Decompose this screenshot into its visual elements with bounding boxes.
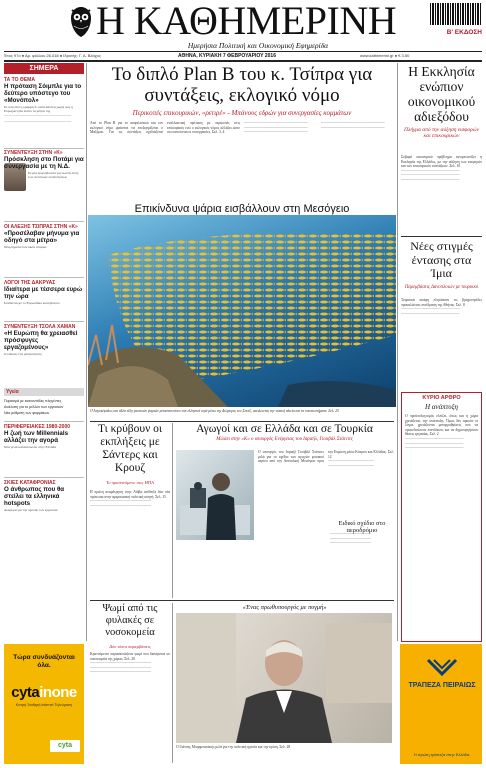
sidebar-section: ΠΕΡΙΦΕΡΕΙΑΚΕΣ 1980-2000: [4, 424, 71, 430]
mini-list-item[interactable]: Ανάλυση για το μέλλον των εργασιών: [4, 405, 64, 409]
piraeus-bank-ad[interactable]: [398, 644, 482, 764]
story-center-deck: Μιλάει στην «Κ» ο υπουργός Ενέργειας του Ισραήλ, Γιουβάλ Στάινιτς: [216, 437, 353, 442]
story-bottom-left-deck: Δύο τόποι παρεμβάσεις: [109, 644, 151, 649]
newspaper-subtitle: Ημερήσια Πολιτική και Οικονομική Εφημερίδα: [187, 41, 329, 50]
piraeus-tagline: Η πρώτη τράπεζα στην Ελλάδα.: [413, 752, 471, 757]
editorial-box: ΚΥΡΙΟ ΑΡΘΡΟ Η ανάπτυξη Ο προϋπολογισμός ελπίζει, όπως και η χώρα χρειάζεται, την ανάπτυξη. Όμως δεν αρκούν οι λόγια, χρειάζονται μεταρρυθμίσεις που να προσελκύσουν επενδύσεις και να δημιουργήσουν θέσεις εργασίας. Σελ. 2 ─────────────────────── ─────────────────────── ───────────────────────: [401, 392, 482, 642]
story-left-headline[interactable]: Τι κρύβουν οι εκπλήξεις με Σάντερς και Κρουζ: [97, 423, 163, 474]
story-center-subheadline[interactable]: Ειδικό σχέδιο στο αεροδρόμιο: [338, 520, 386, 534]
price: € 3,50: [398, 53, 410, 58]
mini-list-item[interactable]: Πυρκαγιά με εκατοντάδες πληγέντες: [4, 399, 62, 403]
cyta-ad[interactable]: [4, 644, 84, 764]
right-top-headline[interactable]: Η Εκκλησία ενώπιον οικονομικού αδιεξόδου: [407, 64, 476, 124]
sidebar-section: ΣΥΝΕΝΤΕΥΞΗ ΤΣΟΛΑ ΧΑΜΑΝ: [4, 324, 76, 330]
newspaper-title: Η ΚΑΘΗΜΕΡΙΝΗ: [96, 0, 397, 43]
editorial-title[interactable]: Η ανάπτυξη: [425, 403, 458, 411]
sidebar-story[interactable]: Πρόσκληση στο Ποτάμι για συνεργασία με τη Ν.Δ. Σε μία πρωτοβουλία για σωστή λύση των πολιτικών συναντήσεων: [4, 156, 84, 180]
barcode: [430, 3, 482, 25]
sidebar-story[interactable]: Ιδιαίτερα με τέσσερα ευρώ την ώρα Συνδέεται με το Ευρωπαϊκό κοινοβούλιο: [4, 286, 83, 305]
sidebar-section: ΣΥΝΕΝΤΕΥΞΗ ΣΤΗΝ «Κ»: [4, 150, 63, 156]
lead-headline[interactable]: Το διπλό Plan B του κ. Τσίπρα για συντάξεις, εκλογικό νόμο: [111, 64, 373, 106]
sidebar-story[interactable]: «Προσέλαβαν μήνυμα για οδηγό στα μέτρα» Νέα ρήματα πολιτικών επαφών: [4, 230, 80, 249]
edition-badge: Β' ΕΚΔΟΣΗ: [446, 29, 482, 36]
story-left-deck: Το προτεινόμενο στις ΗΠΑ: [106, 480, 154, 485]
right-mid-headline[interactable]: Νέες στιγμές έντασης στα Ίμια: [410, 239, 473, 280]
sidebar-section: ΣΚΙΕΣ ΚΑΤΑΦΡΟΝΙΑΣ: [4, 480, 56, 486]
mini-box-header: Υγεία: [4, 388, 84, 396]
photo-title[interactable]: Επικίνδυνα ψάρια εισβάλλουν στη Μεσόγειο: [134, 203, 350, 215]
story-center-body: Ο υπουργός του Ισραήλ Γιουβάλ Στάινιτς μιλά για το σχέδιο των αγωγών φυσικού αερίου από την Ανατολική Μεσόγειο προς την Ευρώπη μέσω Κύπρου και Ελλάδας. Σελ. 12 ────────────────── ──────────────────: [258, 450, 394, 468]
story-bottom-center-quote[interactable]: «Ένας πρωθυπουργός με πυγμή»: [242, 604, 327, 611]
editorial-label: ΚΥΡΙΟ ΑΡΘΡΟ: [422, 395, 461, 401]
right-mid-body: Τουρκικά σκάφη πλησίασαν τις βραχονησίδες προκαλώντας αντίδραση της Αθήνας. Σελ. 8 ─────────────────────── ───────────────────────: [401, 298, 482, 316]
story-left-body: Η πρώτη αναμέτρηση στην Αϊόβα ανέδειξε δύο νέα πρόσωπα στην αμερικανική πολιτική σκηνή. Σελ. 15 ──────────────────────── ────────────────────────: [90, 490, 170, 508]
story-center-headline[interactable]: Αγωγοί και σε Ελλάδα και σε Τουρκία: [196, 423, 373, 435]
sidebar-header: ΣΗΜΕΡΑ: [4, 63, 84, 74]
story-bottom-left-body: Κρατούμενοι παρασκευάζουν ψωμί που διανέμεται σε νοσοκομεία της χώρας. Σελ. 20 ──────────────────────── ──────────────────────── ────────────────────────: [90, 652, 170, 675]
issue-info: Έτος 97ο ● Αρ. φύλλου 26.018 ● Ιδρυτής: Γ. Α. Βλάχος: [4, 53, 101, 58]
owl-icon: [66, 4, 96, 40]
lead-body: Από το Plan B για το ασφαλιστικό και τον εκλογικό νόμο φαίνεται να επεξεργάζεται ο Μαξίμου. Για τις συντάξεις σχεδιάζεται εναλλακτική πρόταση με περικοπές στις επικουρικές ενώ ο εκλογικός νόμος αλλάζει ώστε να ευνοούνται οι συνεργασίες. Σελ. 3, 4 ───────────────────────── ───────────────────────── ───────────────────────── ───────────────────────── ─────────────────────────: [90, 121, 385, 135]
piraeus-brand: ΤΡΑΠΕΖΑ ΠΕΙΡΑΙΩΣ: [408, 682, 476, 689]
sidebar-story[interactable]: Η ζωή των Millennials αλλάζει την αγορά Νέα γενιά καταναλωτών στην Ελλάδα: [4, 430, 69, 449]
cyta-ad-tagline: Τώρα συνδυάζονται όλα.: [13, 654, 75, 669]
sidebar-story[interactable]: Ο άνθρωπος που θα στείλει τα ελληνικά hotspots Αναφορά για την πρόοδο των εργασιών: [4, 486, 65, 512]
story-bottom-left-headline[interactable]: Ψωμί από τις φυλακές σε νοσοκομεία: [102, 603, 158, 638]
right-top-deck: Πλήγμα από την αύξηση εισφορών και επικουρικών: [404, 127, 479, 139]
sidebar-section: ΛΟΓΟΙ ΤΗΣ ΔΑΚΡΥΑΣ: [4, 280, 56, 286]
fish-school-photo: [88, 215, 396, 407]
sidebar-section: ΟΙ ΑΛΕΞΗΣ ΤΣΙΠΡΑΣ ΣΤΗΝ «Κ»: [4, 224, 78, 230]
portrait-caption: Ο Γιάννης Μπαρμπατάκης μιλά για την πολιτική ηγεσία και την κρίση. Σελ. 28: [176, 745, 291, 749]
right-mid-deck: Παρεμβάσεις Δανοπλοιών με τουρκικό: [404, 285, 479, 290]
sidebar-section: ΤΑ ΤΟ ΘΕΜΑ: [4, 77, 35, 83]
portrait-photo: [176, 613, 392, 743]
cyta-inone-logo: cytainone: [11, 684, 77, 701]
dateline: ΑΘΗΝΑ, ΚΥΡΙΑΚΗ 7 ΦΕΒΡΟΥΑΡΙΟΥ 2016: [178, 52, 276, 59]
lead-deck: Περικοπές επικουρικών, «ρετιρέ» - Μπάνους εδρών για συνεργασίες κομμάτων: [132, 109, 352, 117]
mini-list: [4, 398, 84, 416]
photo-caption: Ο Λαγοκέφαλος και άλλα είδη τροπικών ψαριών μεταναστεύουν στα ελληνικά νερά μέσω της Διώρυγας του Σουέζ, απειλώντας την τοπική αλιεία και τα οικοσυστήματα. Σελ. 25: [90, 409, 339, 413]
right-top-body: Σοβαρό οικονομικό πρόβλημα αντιμετωπίζει η Εκκλησία της Ελλάδος, με την αύξηση των εισφορών και των επικουρικών συντάξεων. Σελ. 10 ─────────────────────── ─────────────────────── ───────────────────────: [401, 155, 482, 182]
cyta-ad-subtext: Κινητή Σταθερή Internet Τηλεόραση: [15, 703, 73, 707]
sidebar-story[interactable]: «Η Ευρώπη θα χρειασθεί πρόσφυγες εργαζομένους» Ο ειδικός στις μετακινήσεις: [4, 330, 78, 356]
website-link[interactable]: www.kathimerini.gr ● € 3,50: [360, 53, 410, 58]
sidebar-story[interactable]: Η πρόταση Σόιμπλε για το δεύτερο υπόστεγο του «Μονόπολ» Σε όσα λέει η γραμμή Σ. κατά κανόνα χωρίς πως η Ευρωζώνη θα πιέσει τα μέτρα της ──────────────────────────── ────────────────────────────: [4, 83, 82, 124]
piraeus-logo-icon: [426, 658, 458, 676]
story-center-body-2: ──────────────── ──────────────── ────────────────: [330, 532, 371, 546]
cyta-logo-icon: cyta: [50, 740, 80, 752]
mini-list-item[interactable]: Νέα ρύθμιση των φαρμάκων: [4, 411, 50, 415]
lab-photo: [176, 450, 254, 540]
